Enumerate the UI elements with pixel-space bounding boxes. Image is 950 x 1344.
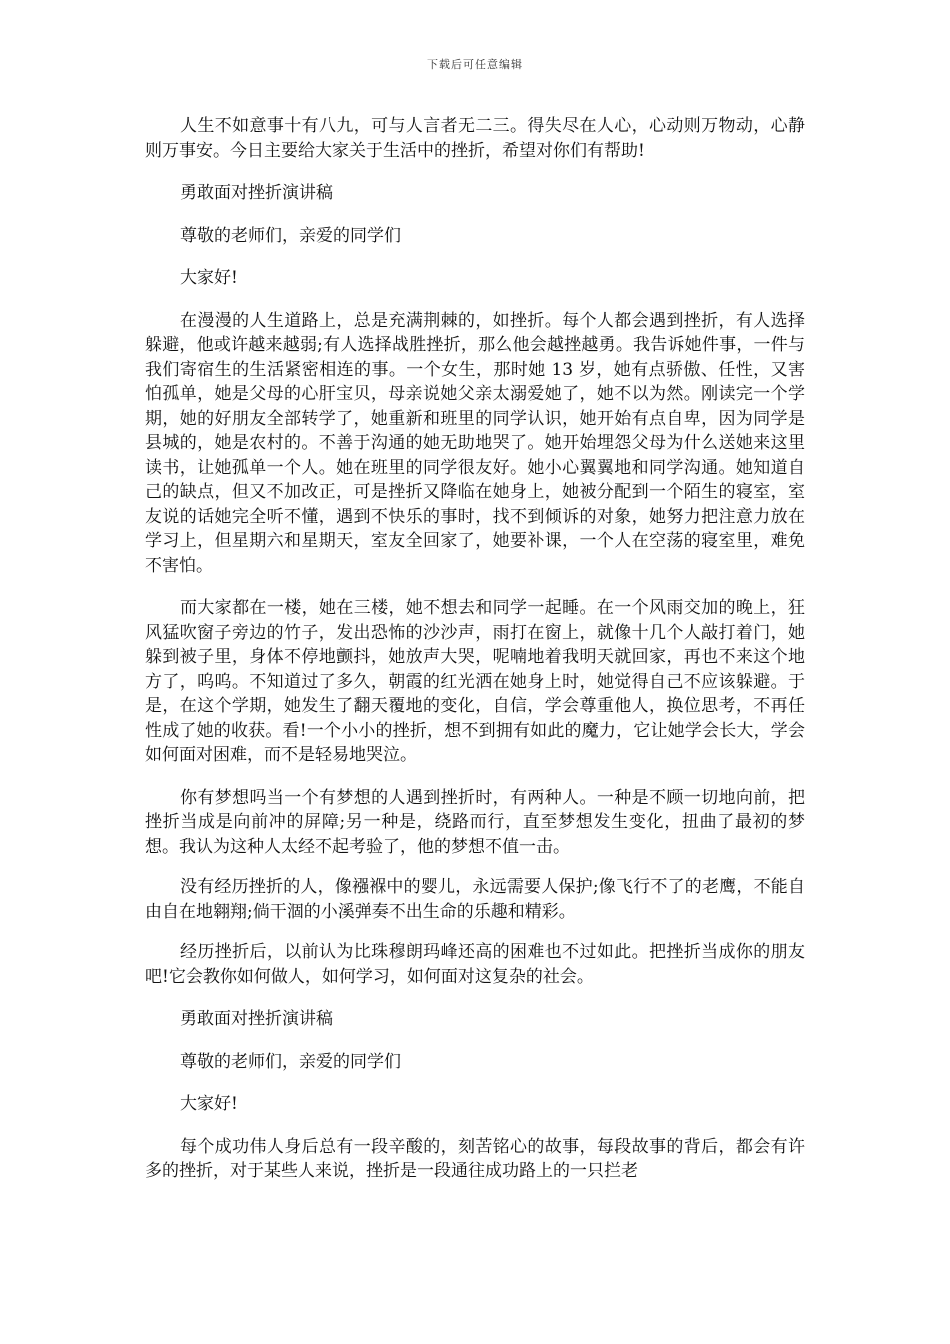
body-paragraph: 在漫漫的人生道路上，总是充满荆棘的，如挫折。每个人都会遇到挫折，有人选择躲避，他或许越来越弱;有人选择战胜挫折，那么他会越挫越勇。我告诉她件事，一件与我们寄宿生的生活紧密相连的事。一个女生，那时她 13 岁，她有点骄傲、任性，又害怕孤单，她是父母的心肝宝贝，母亲说她父亲太溺爱她了，她不以为然。刚读完一个学期，她的好朋友全部转学了，她重新和班里的同学认识，她开始有点自卑，因为同学是县城的，她是农村的。不善于沟通的她无助地哭了。她开始埋怨父母为什么送她来这里读书，让她孤单一个人。她在班里的同学很友好。她小心翼翼地和同学沟通。她知道自己的缺点，但又不加改正，可是挫折又降临在她身上，她被分配到一个陌生的寝室，室友说的话她完全听不懂，遇到不快乐的事时，找不到倾诉的对象，她努力把注意力放在学习上，但星期六和星期天，室友全回家了，她要补课，一个人在空荡的寝室里，难免不害怕。 — [145, 310, 805, 576]
speech-title: 勇敢面对挫折演讲稿 — [180, 1009, 333, 1029]
speech-title: 勇敢面对挫折演讲稿 — [180, 183, 333, 203]
document-body — [145, 114, 805, 1184]
greeting: 大家好! — [180, 1094, 238, 1114]
body-paragraph: 你有梦想吗当一个有梦想的人遇到挫折时，有两种人。一种是不顾一切地向前，把挫折当成是向前冲的屏障;另一种是，绕路而行，直至梦想发生变化，扭曲了最初的梦想。我认为这种人太经不起考验了，他的梦想不值一击。 — [145, 787, 805, 857]
body-paragraph: 而大家都在一楼，她在三楼，她不想去和同学一起睡。在一个风雨交加的晚上，狂风猛吹窗子旁边的竹子，发出恐怖的沙沙声，雨打在窗上，就像十几个人敲打着门，她躲到被子里，身体不停地颤抖，她放声大哭，呢喃地着我明天就回家，再也不来这个地方了，呜呜。不知道过了多久，朝霞的红光洒在她身上时，她觉得自己不应该躲避。于是，在这个学期，她发生了翻天覆地的变化，自信，学会尊重他人，换位思考，不再任性成了她的收获。看!一个小小的挫折，想不到拥有如此的魔力，它让她学会长大，学会如何面对困难，而不是轻易地哭泣。 — [145, 598, 805, 765]
intro-paragraph: 人生不如意事十有八九，可与人言者无二三。得失尽在人心，心动则万物动，心静则万事安。今日主要给大家关于生活中的挫折，希望对你们有帮助! — [145, 116, 805, 161]
body-paragraph: 经历挫折后，以前认为比珠穆朗玛峰还高的困难也不过如此。把挫折当成你的朋友吧!它会教你如何做人，如何学习，如何面对这复杂的社会。 — [145, 942, 805, 987]
salutation: 尊敬的老师们，亲爱的同学们 — [180, 225, 401, 246]
salutation: 尊敬的老师们，亲爱的同学们 — [180, 1051, 401, 1072]
page-header: 下载后可任意编辑 — [427, 58, 523, 71]
body-paragraph: 每个成功伟人身后总有一段辛酸的，刻苦铭心的故事，每段故事的背后，都会有许多的挫折，对于某些人来说，挫折是一段通往成功路上的一只拦老 — [145, 1136, 805, 1181]
body-paragraph: 没有经历挫折的人，像襁褓中的婴儿，永远需要人保护;像飞行不了的老鹰，不能自由自在地翱翔;倘干涸的小溪弹奏不出生命的乐趣和精彩。 — [145, 877, 805, 922]
greeting: 大家好! — [180, 268, 238, 288]
